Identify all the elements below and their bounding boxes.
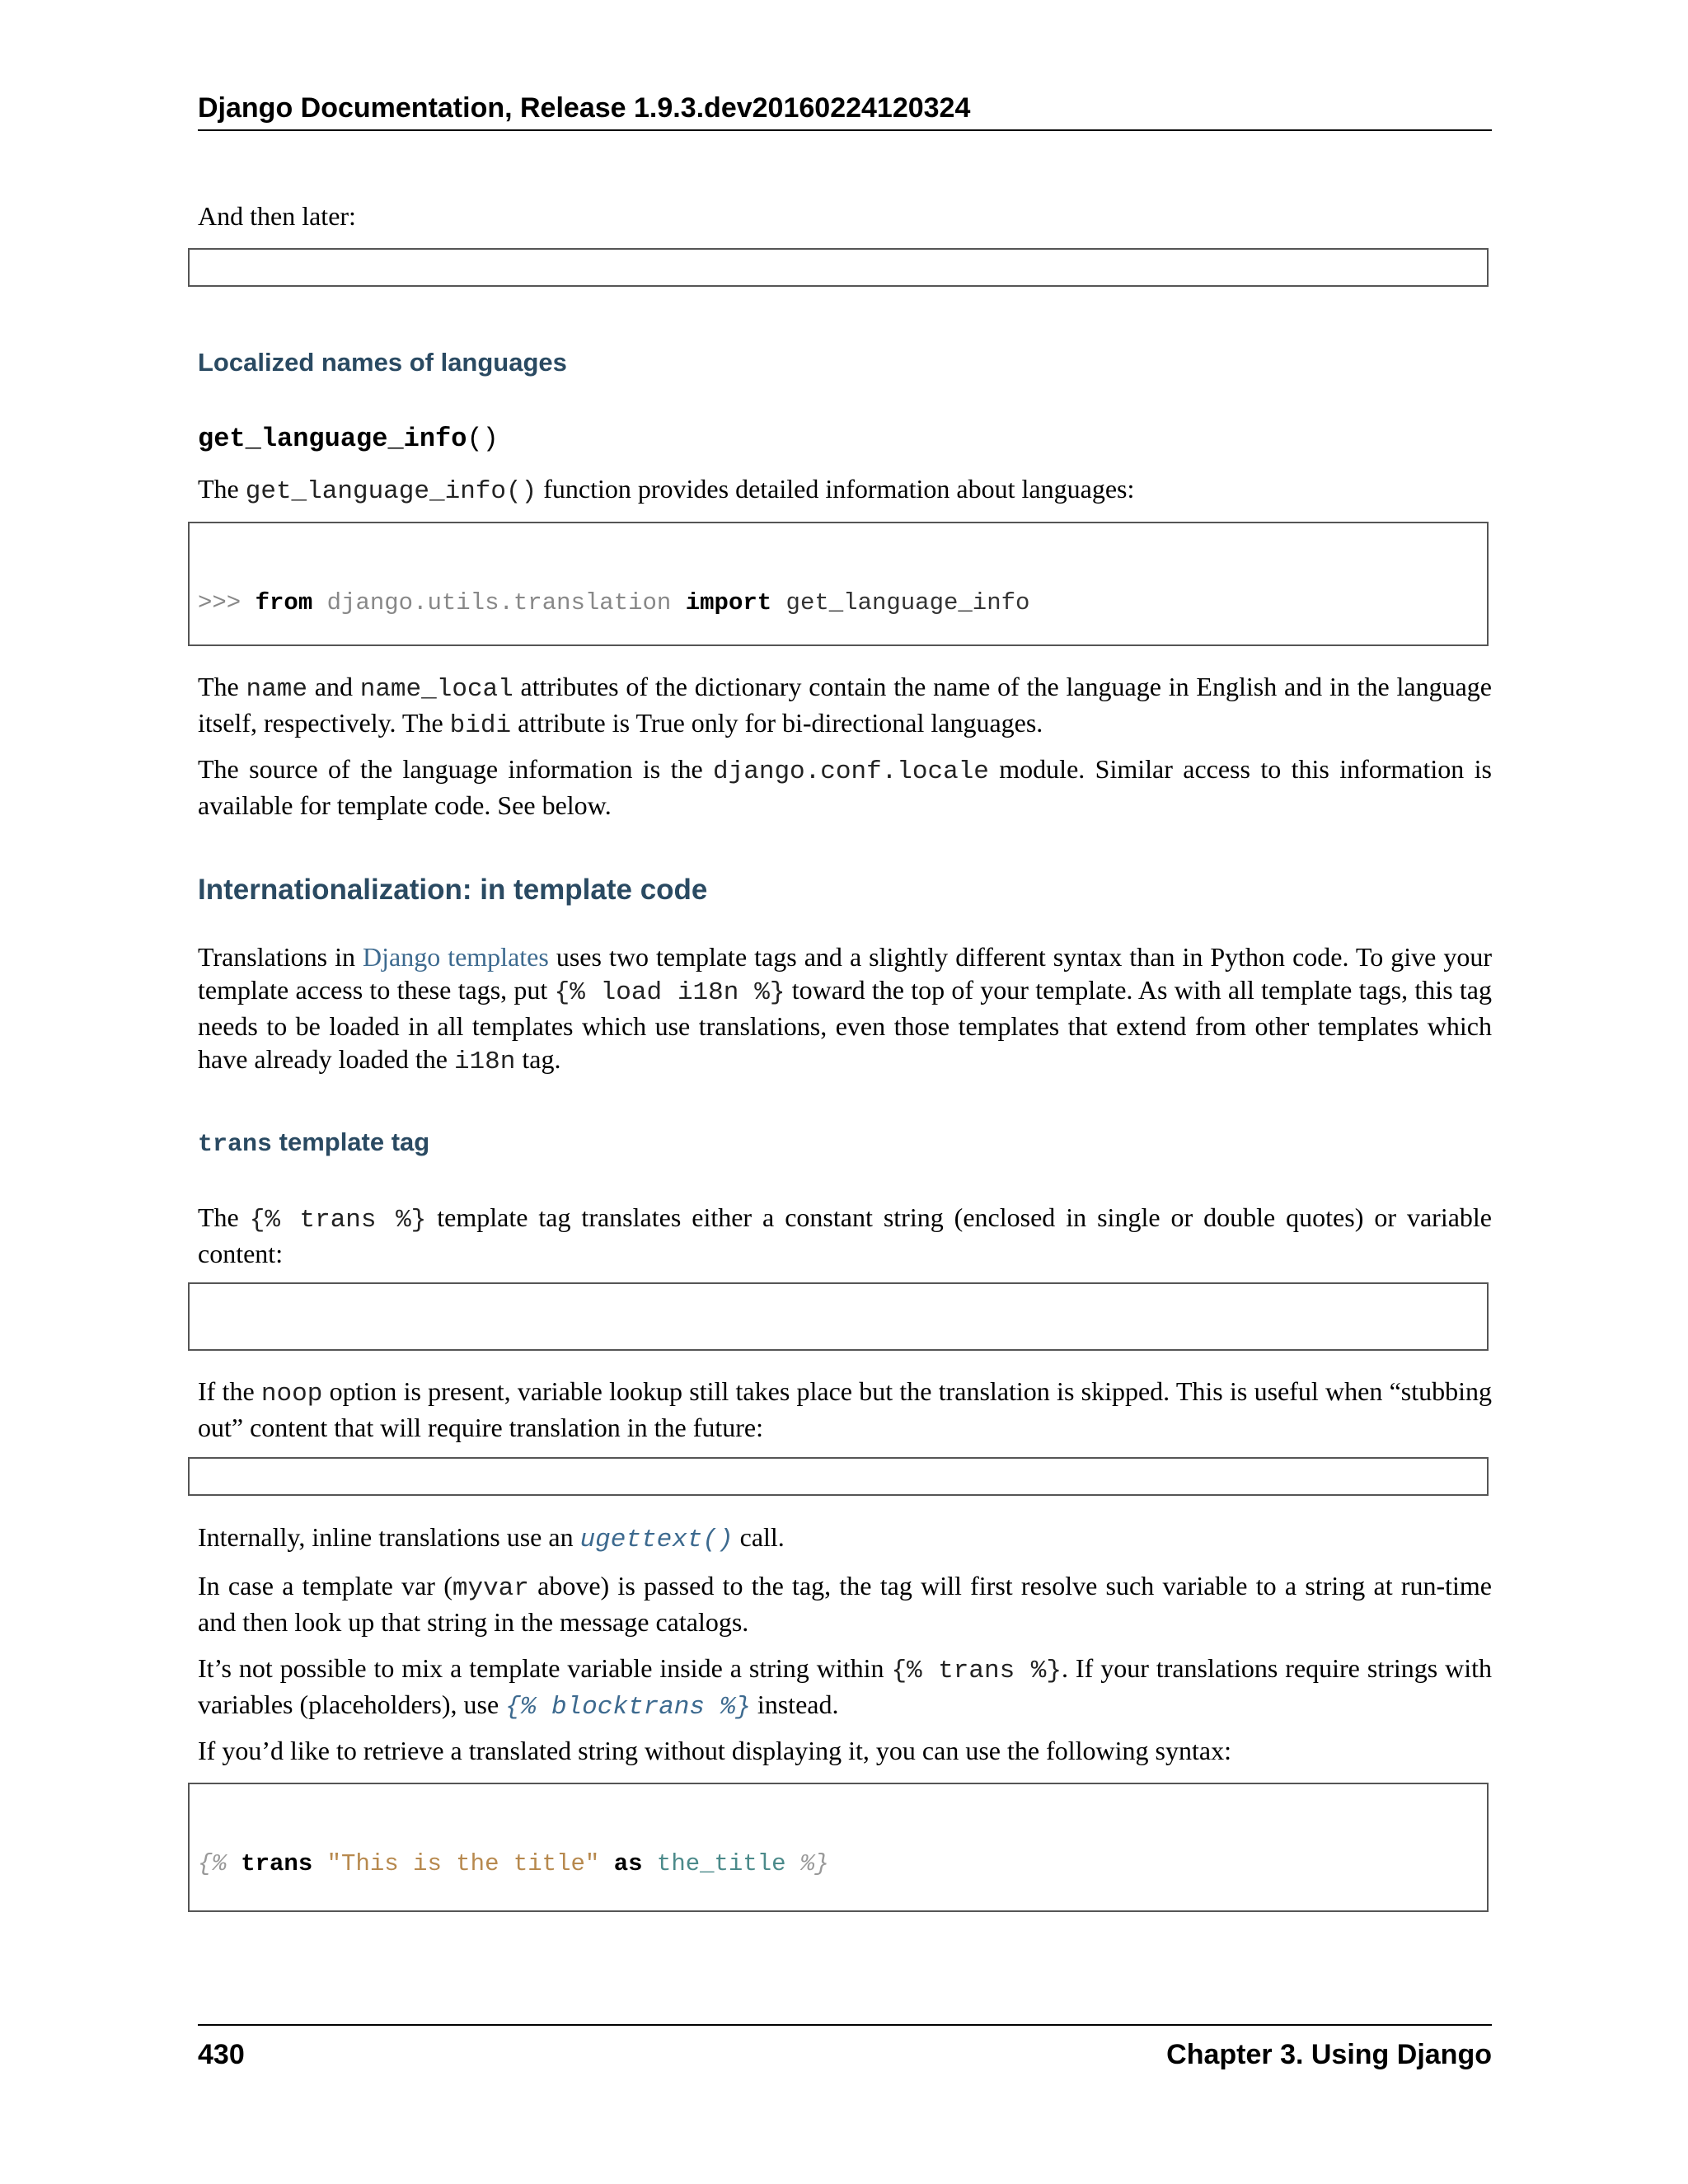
heading-internationalization-template: Internationalization: in template code bbox=[198, 874, 708, 906]
paragraph-get-language-info: The get_language_info() function provides detailed information about languages: bbox=[198, 474, 1135, 506]
paragraph-template-translations: Translations in Django templates uses two template tags and a slightly different syntax than in Python code. To give your template access to these tags, put {% load i18n %} toward the top of your template. As with all template tags, this tag needs to be loaded in all templates which use translations, even those templates that extend from other templates which have already loaded the i18n tag. bbox=[198, 942, 1493, 1076]
paragraph-noop-option: If the noop option is present, variable lookup still takes place but the translation is skipped. This is useful when “stubbing out” content that will require translation in the future: bbox=[198, 1376, 1493, 1442]
code-block-lazy-string bbox=[188, 248, 1489, 287]
running-header: Django Documentation, Release 1.9.3.dev20160224120324 bbox=[198, 92, 971, 124]
heading-localized-names: Localized names of languages bbox=[198, 348, 567, 377]
code-block-get-language-info: >>> from django.utils.translation import get_language_info bbox=[188, 522, 1489, 646]
chapter-label: Chapter 3. Using Django bbox=[1166, 2039, 1492, 2070]
link-django-templates[interactable]: Django templates bbox=[362, 942, 549, 972]
paragraph-name-attributes: The name and name_local attributes of the dictionary contain the name of the language in English and in the language itself, respectively. The bidi attribute is True only for bi-directional languages. bbox=[198, 672, 1492, 740]
intro-paragraph: And then later: bbox=[198, 201, 356, 231]
code-block-trans-noop bbox=[188, 1457, 1489, 1496]
code-block-trans-examples bbox=[188, 1282, 1489, 1351]
paragraph-trans-tag: The {% trans %} template tag translates either a constant string (enclosed in single or double quotes) or variable content: bbox=[198, 1202, 1493, 1268]
paragraph-language-source: The source of the language information is the django.conf.locale module. Similar access to this information is available for template code. See below. bbox=[198, 754, 1493, 820]
paragraph-mix-variable: It’s not possible to mix a template variable inside a string within {% trans %}. If your translations require strings with variables (placeholders), use {% blocktrans %} instead. bbox=[198, 1653, 1493, 1722]
header-rule bbox=[198, 129, 1492, 131]
link-blocktrans[interactable]: {% blocktrans %} bbox=[505, 1693, 751, 1722]
heading-trans-template-tag: trans template tag bbox=[198, 1127, 430, 1159]
footer-rule bbox=[198, 2024, 1492, 2026]
code-block-trans-as: {% trans "This is the title" as the_title %} bbox=[188, 1783, 1489, 1912]
paragraph-template-var: In case a template var (myvar above) is passed to the tag, the tag will first resolve such variable to a string at run-time and then look up that string in the message catalogs. bbox=[198, 1571, 1493, 1637]
function-name: get_language_info bbox=[198, 424, 467, 454]
paragraph-retrieve-translated: If you’d like to retrieve a translated string without displaying it, you can use the following syntax: bbox=[198, 1736, 1231, 1765]
function-signature: get_language_info() bbox=[198, 424, 499, 454]
paragraph-ugettext: Internally, inline translations use an ugettext() call. bbox=[198, 1522, 785, 1554]
link-ugettext[interactable]: ugettext() bbox=[579, 1526, 734, 1554]
page-number: 430 bbox=[198, 2039, 245, 2070]
